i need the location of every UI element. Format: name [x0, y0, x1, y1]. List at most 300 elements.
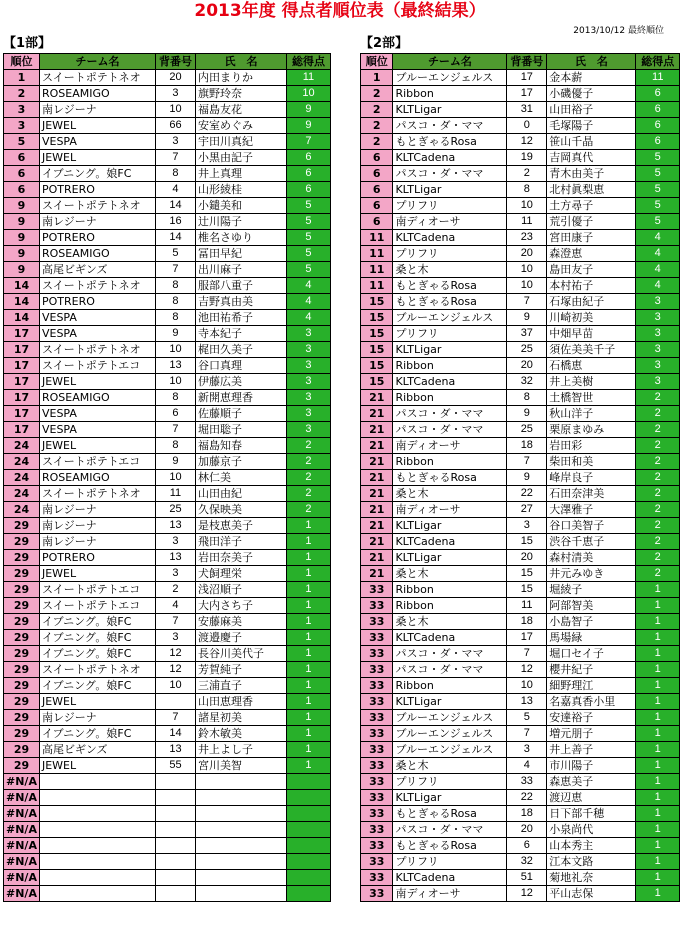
- player-name-cell: 須佐美美千子: [547, 342, 636, 358]
- points-cell: 1: [636, 582, 680, 598]
- player-name-cell: 大内さち子: [195, 598, 286, 614]
- rank-cell: 9: [4, 246, 40, 262]
- rank-cell: 17: [4, 422, 40, 438]
- points-cell: 1: [636, 694, 680, 710]
- rank-cell: 33: [361, 758, 393, 774]
- rank-cell: 21: [361, 422, 393, 438]
- table-row: [4, 246, 331, 262]
- points-cell: 1: [636, 870, 680, 886]
- table-row: [361, 86, 680, 102]
- number-cell: 7: [155, 710, 195, 726]
- points-cell: 1: [286, 518, 330, 534]
- rank-cell: 29: [4, 582, 40, 598]
- number-cell: 66: [155, 118, 195, 134]
- player-name-cell: 岩田奈美子: [195, 550, 286, 566]
- points-cell: 2: [286, 470, 330, 486]
- table-row: [4, 374, 331, 390]
- player-name-cell: 江本文路: [547, 854, 636, 870]
- player-name-cell: 三浦直子: [195, 678, 286, 694]
- number-cell: 4: [155, 598, 195, 614]
- rank-cell: 17: [4, 342, 40, 358]
- table-row: [4, 598, 331, 614]
- division-2-table: [360, 53, 680, 902]
- table-row: [361, 422, 680, 438]
- header-rank: 順位: [4, 54, 40, 70]
- number-cell: [155, 774, 195, 790]
- player-name-cell: 寺本紀子: [195, 326, 286, 342]
- team-cell: ROSEAMIGO: [39, 246, 155, 262]
- table-row: [4, 742, 331, 758]
- player-name-cell: 島田友子: [547, 262, 636, 278]
- table-row: [4, 790, 331, 806]
- player-name-cell: [195, 774, 286, 790]
- rank-cell: 15: [361, 374, 393, 390]
- table-row: [361, 246, 680, 262]
- page-title: 2013年度 得点者順位表（最終結果）: [194, 1, 486, 21]
- table-row: [361, 630, 680, 646]
- table-row: [361, 742, 680, 758]
- player-name-cell: 山形綾桂: [195, 182, 286, 198]
- team-cell: VESPA: [39, 326, 155, 342]
- rank-cell: 33: [361, 726, 393, 742]
- header-number: 背番号: [507, 54, 547, 70]
- points-cell: [286, 822, 330, 838]
- team-cell: 桑と木: [393, 566, 507, 582]
- header-rank: 順位: [361, 54, 393, 70]
- number-cell: [155, 806, 195, 822]
- division-2-body: [361, 70, 680, 902]
- number-cell: 14: [155, 726, 195, 742]
- points-cell: 5: [286, 230, 330, 246]
- points-cell: 6: [636, 134, 680, 150]
- team-cell: 南ディオーサ: [393, 438, 507, 454]
- rank-cell: 29: [4, 518, 40, 534]
- table-row: [4, 486, 331, 502]
- team-cell: スイートポテトネオ: [39, 342, 155, 358]
- table-row: [4, 678, 331, 694]
- team-cell: ROSEAMIGO: [39, 470, 155, 486]
- number-cell: 3: [155, 566, 195, 582]
- rank-cell: 33: [361, 838, 393, 854]
- date-label: 2013/10/12 最終順位: [573, 26, 664, 36]
- table-row: [361, 854, 680, 870]
- points-cell: 1: [286, 726, 330, 742]
- rank-cell: #N/A: [4, 838, 40, 854]
- table-row: [4, 166, 331, 182]
- player-name-cell: 土方尋子: [547, 198, 636, 214]
- table-row: [4, 358, 331, 374]
- points-cell: 4: [286, 310, 330, 326]
- team-cell: ROSEAMIGO: [39, 86, 155, 102]
- table-row: [361, 598, 680, 614]
- number-cell: 20: [507, 822, 547, 838]
- player-name-cell: [195, 822, 286, 838]
- table-row: [4, 198, 331, 214]
- number-cell: 9: [155, 454, 195, 470]
- team-cell: Ribbon: [393, 86, 507, 102]
- number-cell: 8: [155, 438, 195, 454]
- header-team: チーム名: [39, 54, 155, 70]
- points-cell: 1: [286, 662, 330, 678]
- table-row: [4, 102, 331, 118]
- table-row: [361, 646, 680, 662]
- table-row: [361, 182, 680, 198]
- rank-cell: 21: [361, 406, 393, 422]
- points-cell: 3: [636, 310, 680, 326]
- number-cell: 12: [155, 662, 195, 678]
- player-name-cell: 山本秀主: [547, 838, 636, 854]
- player-name-cell: 谷口真理: [195, 358, 286, 374]
- number-cell: 2: [155, 582, 195, 598]
- player-name-cell: 安達裕子: [547, 710, 636, 726]
- points-cell: 1: [286, 630, 330, 646]
- table-row: [4, 278, 331, 294]
- number-cell: 16: [155, 214, 195, 230]
- player-name-cell: 中畑早苗: [547, 326, 636, 342]
- player-name-cell: 内田まりか: [195, 70, 286, 86]
- points-cell: 5: [286, 214, 330, 230]
- number-cell: 32: [507, 374, 547, 390]
- player-name-cell: 井元みゆき: [547, 566, 636, 582]
- rank-cell: 9: [4, 214, 40, 230]
- rank-cell: #N/A: [4, 854, 40, 870]
- team-cell: 南ディオーサ: [393, 886, 507, 902]
- rank-cell: 33: [361, 582, 393, 598]
- rank-cell: 2: [361, 118, 393, 134]
- points-cell: 9: [286, 118, 330, 134]
- team-cell: 桑と木: [393, 486, 507, 502]
- number-cell: 12: [155, 646, 195, 662]
- player-name-cell: 久保映美: [195, 502, 286, 518]
- player-name-cell: 渡辺恵: [547, 790, 636, 806]
- player-name-cell: 小磯優子: [547, 86, 636, 102]
- number-cell: 12: [507, 886, 547, 902]
- table-row: [361, 534, 680, 550]
- team-cell: KLTCadena: [393, 870, 507, 886]
- table-row: [361, 358, 680, 374]
- number-cell: [155, 822, 195, 838]
- table-row: [4, 630, 331, 646]
- player-name-cell: 加藤京子: [195, 454, 286, 470]
- player-name-cell: 浅沼順子: [195, 582, 286, 598]
- table-row: [4, 70, 331, 86]
- team-cell: ROSEAMIGO: [39, 390, 155, 406]
- points-cell: 1: [636, 630, 680, 646]
- table-row: [4, 662, 331, 678]
- team-cell: パスコ・ダ・ママ: [393, 822, 507, 838]
- number-cell: 8: [155, 278, 195, 294]
- rank-cell: 6: [361, 198, 393, 214]
- number-cell: 10: [155, 342, 195, 358]
- table-row: [361, 406, 680, 422]
- player-name-cell: 森村清美: [547, 550, 636, 566]
- player-name-cell: 服部八重子: [195, 278, 286, 294]
- table-row: [4, 774, 331, 790]
- player-name-cell: 出川麻子: [195, 262, 286, 278]
- number-cell: 7: [507, 646, 547, 662]
- player-name-cell: 本村祐子: [547, 278, 636, 294]
- points-cell: 3: [286, 342, 330, 358]
- team-cell: JEWEL: [39, 438, 155, 454]
- rank-cell: 21: [361, 486, 393, 502]
- player-name-cell: 山田恵理香: [195, 694, 286, 710]
- team-cell: イブニング。娘FC: [39, 630, 155, 646]
- table-row: [4, 854, 331, 870]
- team-cell: VESPA: [39, 406, 155, 422]
- table-row: [361, 582, 680, 598]
- table-row: [361, 806, 680, 822]
- number-cell: 15: [507, 582, 547, 598]
- table-row: [361, 326, 680, 342]
- points-cell: 9: [286, 102, 330, 118]
- table-row: [361, 822, 680, 838]
- rank-cell: 6: [361, 166, 393, 182]
- table-row: [4, 118, 331, 134]
- points-cell: 1: [286, 758, 330, 774]
- team-cell: JEWEL: [39, 694, 155, 710]
- rank-cell: 21: [361, 550, 393, 566]
- number-cell: 7: [155, 262, 195, 278]
- header-name: 氏 名: [195, 54, 286, 70]
- points-cell: 5: [286, 246, 330, 262]
- team-cell: もとぎゃるRosa: [393, 470, 507, 486]
- number-cell: [155, 694, 195, 710]
- table-row: [4, 134, 331, 150]
- table-row: [361, 166, 680, 182]
- division-1-table: [3, 53, 331, 902]
- table-row: [361, 774, 680, 790]
- team-cell: KLTLigar: [393, 342, 507, 358]
- table-row: [361, 214, 680, 230]
- points-cell: 4: [286, 278, 330, 294]
- player-name-cell: 飛田洋子: [195, 534, 286, 550]
- player-name-cell: 増元朋子: [547, 726, 636, 742]
- number-cell: 18: [507, 614, 547, 630]
- points-cell: 1: [636, 726, 680, 742]
- rank-cell: 2: [4, 86, 40, 102]
- player-name-cell: 堀口セイ子: [547, 646, 636, 662]
- points-cell: 1: [286, 534, 330, 550]
- number-cell: 18: [507, 806, 547, 822]
- points-cell: 2: [636, 390, 680, 406]
- rank-cell: 11: [361, 230, 393, 246]
- player-name-cell: 渡邉慶子: [195, 630, 286, 646]
- player-name-cell: 井上美樹: [547, 374, 636, 390]
- team-cell: 南レジーナ: [39, 102, 155, 118]
- team-cell: イブニング。娘FC: [39, 678, 155, 694]
- points-cell: 5: [286, 198, 330, 214]
- table-row: [361, 262, 680, 278]
- table-row: [361, 726, 680, 742]
- points-cell: 2: [636, 486, 680, 502]
- rank-cell: #N/A: [4, 886, 40, 902]
- points-cell: 2: [636, 454, 680, 470]
- rank-cell: 6: [361, 150, 393, 166]
- number-cell: [155, 790, 195, 806]
- points-cell: 1: [636, 854, 680, 870]
- rank-cell: 24: [4, 454, 40, 470]
- team-cell: スイートポテトエコ: [39, 598, 155, 614]
- number-cell: 12: [507, 134, 547, 150]
- points-cell: 4: [636, 262, 680, 278]
- points-cell: 1: [286, 678, 330, 694]
- player-name-cell: 柴田和美: [547, 454, 636, 470]
- player-name-cell: [195, 838, 286, 854]
- number-cell: 17: [507, 630, 547, 646]
- team-cell: 南ディオーサ: [393, 214, 507, 230]
- number-cell: 10: [507, 198, 547, 214]
- number-cell: 10: [507, 262, 547, 278]
- player-name-cell: 石橋恵: [547, 358, 636, 374]
- player-name-cell: [195, 886, 286, 902]
- rank-cell: 21: [361, 390, 393, 406]
- rank-cell: 29: [4, 678, 40, 694]
- number-cell: 13: [155, 742, 195, 758]
- team-cell: スイートポテトエコ: [39, 454, 155, 470]
- number-cell: 5: [507, 710, 547, 726]
- number-cell: 18: [507, 438, 547, 454]
- team-cell: [39, 886, 155, 902]
- team-cell: スイートポテトエコ: [39, 582, 155, 598]
- number-cell: 7: [155, 150, 195, 166]
- table-row: [4, 694, 331, 710]
- team-cell: JEWEL: [39, 374, 155, 390]
- points-cell: 1: [286, 566, 330, 582]
- points-cell: 6: [636, 118, 680, 134]
- team-cell: 桑と木: [393, 758, 507, 774]
- table-row: [361, 550, 680, 566]
- points-cell: 3: [286, 374, 330, 390]
- player-name-cell: 冨田早紀: [195, 246, 286, 262]
- table-row: [4, 614, 331, 630]
- player-name-cell: 馬場緑: [547, 630, 636, 646]
- team-cell: JEWEL: [39, 758, 155, 774]
- player-name-cell: 椎名さゆり: [195, 230, 286, 246]
- table-row: [4, 886, 331, 902]
- number-cell: 15: [507, 566, 547, 582]
- points-cell: 2: [636, 550, 680, 566]
- team-cell: ブルーエンジェルス: [393, 310, 507, 326]
- points-cell: 1: [636, 806, 680, 822]
- points-cell: 3: [636, 326, 680, 342]
- number-cell: [155, 886, 195, 902]
- table-row: [4, 406, 331, 422]
- player-name-cell: 櫻井紀子: [547, 662, 636, 678]
- number-cell: 17: [507, 70, 547, 86]
- rank-cell: 21: [361, 470, 393, 486]
- points-cell: 4: [636, 278, 680, 294]
- points-cell: 1: [286, 582, 330, 598]
- player-name-cell: 佐藤順子: [195, 406, 286, 422]
- points-cell: 2: [636, 406, 680, 422]
- points-cell: 5: [636, 182, 680, 198]
- number-cell: 14: [155, 230, 195, 246]
- number-cell: 3: [507, 518, 547, 534]
- number-cell: 8: [507, 182, 547, 198]
- rank-cell: 6: [4, 182, 40, 198]
- team-cell: イブニング。娘FC: [39, 166, 155, 182]
- player-name-cell: 吉野真由美: [195, 294, 286, 310]
- number-cell: 23: [507, 230, 547, 246]
- number-cell: 3: [155, 86, 195, 102]
- rank-cell: 11: [361, 278, 393, 294]
- table-row: [4, 870, 331, 886]
- table-row: [4, 342, 331, 358]
- rank-cell: 11: [361, 246, 393, 262]
- points-cell: 6: [636, 86, 680, 102]
- number-cell: 32: [507, 854, 547, 870]
- number-cell: 27: [507, 502, 547, 518]
- team-cell: VESPA: [39, 310, 155, 326]
- points-cell: 1: [286, 710, 330, 726]
- table-row: [361, 710, 680, 726]
- points-cell: 2: [286, 486, 330, 502]
- team-cell: プリフリ: [393, 198, 507, 214]
- number-cell: 25: [507, 422, 547, 438]
- player-name-cell: 毛塚陽子: [547, 118, 636, 134]
- team-cell: Ribbon: [393, 454, 507, 470]
- points-cell: 1: [286, 646, 330, 662]
- rank-cell: 33: [361, 854, 393, 870]
- rank-cell: 21: [361, 566, 393, 582]
- player-name-cell: 宇田川真紀: [195, 134, 286, 150]
- number-cell: 14: [155, 198, 195, 214]
- points-cell: [286, 870, 330, 886]
- player-name-cell: 長谷川美代子: [195, 646, 286, 662]
- points-cell: 4: [636, 246, 680, 262]
- rank-cell: 9: [4, 198, 40, 214]
- rank-cell: 33: [361, 806, 393, 822]
- points-cell: 11: [636, 70, 680, 86]
- points-cell: 1: [636, 678, 680, 694]
- table-row: [361, 566, 680, 582]
- number-cell: [155, 838, 195, 854]
- team-cell: [39, 870, 155, 886]
- player-name-cell: 堀田聡子: [195, 422, 286, 438]
- rank-cell: 15: [361, 294, 393, 310]
- player-name-cell: 旗野玲奈: [195, 86, 286, 102]
- points-cell: 1: [636, 598, 680, 614]
- division-1-body: [4, 70, 331, 902]
- points-cell: 1: [636, 790, 680, 806]
- points-cell: 1: [286, 598, 330, 614]
- team-cell: スイートポテトネオ: [39, 486, 155, 502]
- player-name-cell: 笹山千晶: [547, 134, 636, 150]
- points-cell: 6: [286, 182, 330, 198]
- player-name-cell: 山田裕子: [547, 102, 636, 118]
- rank-cell: 2: [361, 134, 393, 150]
- number-cell: 31: [507, 102, 547, 118]
- table-row: [361, 310, 680, 326]
- number-cell: 10: [155, 678, 195, 694]
- team-cell: 南レジーナ: [39, 502, 155, 518]
- rank-cell: 2: [361, 102, 393, 118]
- points-cell: 1: [636, 822, 680, 838]
- table-row: [361, 70, 680, 86]
- number-cell: 8: [155, 294, 195, 310]
- points-cell: 3: [286, 406, 330, 422]
- player-name-cell: 栗原まゆみ: [547, 422, 636, 438]
- rank-cell: 33: [361, 630, 393, 646]
- team-cell: 桑と木: [393, 262, 507, 278]
- player-name-cell: 犬飼理栄: [195, 566, 286, 582]
- points-cell: 2: [636, 566, 680, 582]
- team-cell: もとぎゃるRosa: [393, 294, 507, 310]
- points-cell: 2: [286, 454, 330, 470]
- number-cell: 20: [507, 550, 547, 566]
- team-cell: KLTLigar: [393, 102, 507, 118]
- player-name-cell: 池田祐希子: [195, 310, 286, 326]
